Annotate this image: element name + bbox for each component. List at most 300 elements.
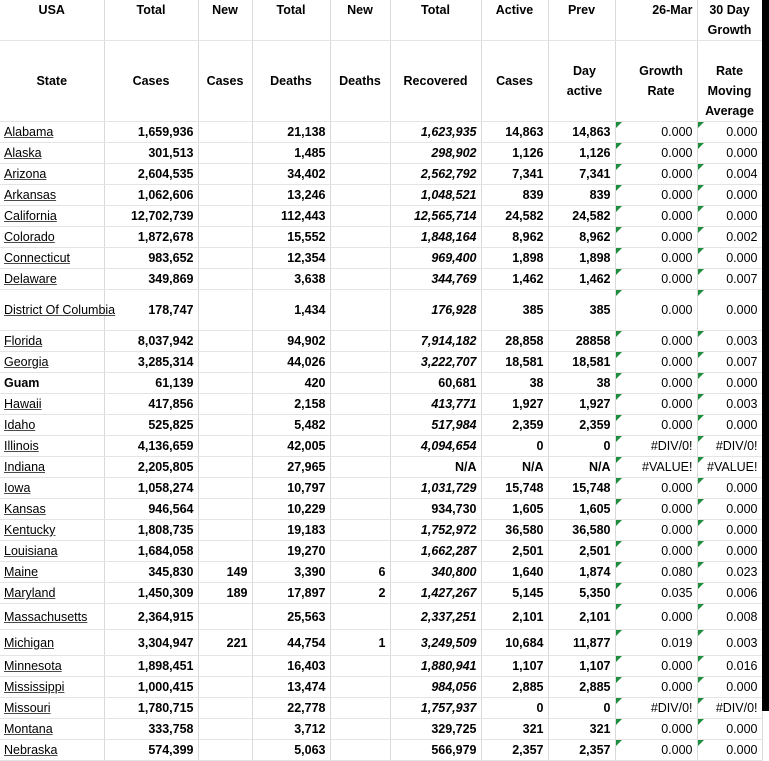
state-name-cell[interactable]: Indiana [0, 457, 104, 478]
cell-recovered[interactable]: 1,880,941 [390, 656, 481, 677]
cell-new-deaths[interactable]: 6 [330, 562, 390, 583]
cell-active[interactable]: 15,748 [481, 478, 548, 499]
cell-prev-active[interactable]: 839 [548, 185, 615, 206]
cell-growth[interactable]: 0.080 [615, 562, 697, 583]
cell-total-cases[interactable]: 3,285,314 [104, 352, 198, 373]
cell-total-cases[interactable]: 525,825 [104, 415, 198, 436]
cell-avg[interactable]: 0.003 [697, 331, 762, 352]
cell-growth[interactable]: 0.000 [615, 227, 697, 248]
cell-total-cases[interactable]: 1,000,415 [104, 677, 198, 698]
cell-recovered[interactable]: 1,623,935 [390, 122, 481, 143]
cell-growth[interactable]: 0.000 [615, 331, 697, 352]
cell-new-cases[interactable] [198, 698, 252, 719]
cell-active[interactable]: 2,359 [481, 415, 548, 436]
cell-recovered[interactable]: 60,681 [390, 373, 481, 394]
cell-active[interactable]: 8,962 [481, 227, 548, 248]
cell-total-cases[interactable]: 1,780,715 [104, 698, 198, 719]
cell-active[interactable]: 28,858 [481, 331, 548, 352]
cell-total-deaths[interactable]: 1,434 [252, 290, 330, 331]
cell-active[interactable]: 36,580 [481, 520, 548, 541]
header-cell[interactable]: Cases [198, 41, 252, 122]
cell-new-cases[interactable] [198, 541, 252, 562]
cell-growth[interactable]: 0.000 [615, 604, 697, 630]
cell-new-cases[interactable] [198, 248, 252, 269]
cell-growth[interactable]: 0.000 [615, 520, 697, 541]
cell-new-cases[interactable] [198, 740, 252, 761]
cell-prev-active[interactable]: 14,863 [548, 122, 615, 143]
cell-new-cases[interactable] [198, 656, 252, 677]
cell-active[interactable]: 10,684 [481, 630, 548, 656]
cell-recovered[interactable]: 7,914,182 [390, 331, 481, 352]
cell-prev-active[interactable]: 1,462 [548, 269, 615, 290]
cell-new-cases[interactable] [198, 499, 252, 520]
cell-total-cases[interactable]: 1,872,678 [104, 227, 198, 248]
cell-total-deaths[interactable]: 5,482 [252, 415, 330, 436]
cell-total-deaths[interactable]: 13,246 [252, 185, 330, 206]
cell-growth[interactable]: 0.000 [615, 185, 697, 206]
cell-recovered[interactable]: 3,249,509 [390, 630, 481, 656]
cell-active[interactable]: 24,582 [481, 206, 548, 227]
cell-total-cases[interactable]: 3,304,947 [104, 630, 198, 656]
cell-total-cases[interactable]: 1,898,451 [104, 656, 198, 677]
cell-new-cases[interactable] [198, 520, 252, 541]
cell-recovered[interactable]: 2,337,251 [390, 604, 481, 630]
cell-growth[interactable]: 0.000 [615, 164, 697, 185]
cell-active[interactable]: 18,581 [481, 352, 548, 373]
cell-recovered[interactable]: 934,730 [390, 499, 481, 520]
cell-new-cases[interactable] [198, 373, 252, 394]
cell-prev-active[interactable]: 5,350 [548, 583, 615, 604]
cell-new-deaths[interactable] [330, 499, 390, 520]
cell-new-cases[interactable]: 189 [198, 583, 252, 604]
cell-active[interactable]: 321 [481, 719, 548, 740]
cell-total-deaths[interactable]: 25,563 [252, 604, 330, 630]
state-name-cell[interactable]: Florida [0, 331, 104, 352]
cell-recovered[interactable]: 969,400 [390, 248, 481, 269]
cell-new-cases[interactable] [198, 227, 252, 248]
cell-new-cases[interactable] [198, 478, 252, 499]
header-cell[interactable]: 26-Mar [615, 0, 697, 41]
cell-avg[interactable]: 0.006 [697, 583, 762, 604]
cell-active[interactable]: 0 [481, 698, 548, 719]
cell-new-cases[interactable] [198, 394, 252, 415]
cell-recovered[interactable]: 329,725 [390, 719, 481, 740]
cell-prev-active[interactable]: 1,605 [548, 499, 615, 520]
cell-growth[interactable]: #DIV/0! [615, 698, 697, 719]
cell-growth[interactable]: 0.000 [615, 373, 697, 394]
header-cell[interactable]: Deaths [330, 41, 390, 122]
cell-total-cases[interactable]: 8,037,942 [104, 331, 198, 352]
cell-total-deaths[interactable]: 10,797 [252, 478, 330, 499]
cell-prev-active[interactable]: 1,898 [548, 248, 615, 269]
cell-recovered[interactable]: 566,979 [390, 740, 481, 761]
cell-total-deaths[interactable]: 19,270 [252, 541, 330, 562]
cell-total-cases[interactable]: 1,062,606 [104, 185, 198, 206]
state-name-cell[interactable]: Mississippi [0, 677, 104, 698]
state-name-cell[interactable]: Colorado [0, 227, 104, 248]
cell-total-cases[interactable]: 178,747 [104, 290, 198, 331]
cell-avg[interactable]: 0.007 [697, 352, 762, 373]
cell-prev-active[interactable]: 15,748 [548, 478, 615, 499]
cell-total-deaths[interactable]: 44,026 [252, 352, 330, 373]
cell-new-cases[interactable] [198, 185, 252, 206]
cell-recovered[interactable]: 298,902 [390, 143, 481, 164]
state-name-cell[interactable]: Kansas [0, 499, 104, 520]
cell-avg[interactable]: 0.004 [697, 164, 762, 185]
cell-prev-active[interactable]: 11,877 [548, 630, 615, 656]
cell-prev-active[interactable]: 0 [548, 698, 615, 719]
cell-prev-active[interactable]: 321 [548, 719, 615, 740]
cell-prev-active[interactable]: 2,885 [548, 677, 615, 698]
cell-avg[interactable]: 0.000 [697, 520, 762, 541]
header-cell[interactable]: Total [252, 0, 330, 41]
cell-avg[interactable]: 0.008 [697, 604, 762, 630]
cell-total-cases[interactable]: 12,702,739 [104, 206, 198, 227]
cell-new-deaths[interactable] [330, 122, 390, 143]
cell-active[interactable]: 1,462 [481, 269, 548, 290]
cell-active[interactable]: 1,605 [481, 499, 548, 520]
cell-total-deaths[interactable]: 112,443 [252, 206, 330, 227]
cell-growth[interactable]: 0.000 [615, 248, 697, 269]
cell-new-cases[interactable] [198, 269, 252, 290]
cell-total-cases[interactable]: 1,684,058 [104, 541, 198, 562]
cell-new-deaths[interactable] [330, 206, 390, 227]
cell-new-cases[interactable] [198, 719, 252, 740]
cell-new-deaths[interactable] [330, 185, 390, 206]
cell-total-cases[interactable]: 301,513 [104, 143, 198, 164]
cell-new-deaths[interactable] [330, 415, 390, 436]
cell-growth[interactable]: 0.000 [615, 415, 697, 436]
header-cell[interactable]: 30 Day Growth [697, 0, 762, 41]
cell-new-deaths[interactable] [330, 227, 390, 248]
state-name-cell[interactable]: Nebraska [0, 740, 104, 761]
cell-growth[interactable]: 0.000 [615, 394, 697, 415]
cell-new-deaths[interactable] [330, 698, 390, 719]
cell-avg[interactable]: 0.000 [697, 740, 762, 761]
header-cell[interactable]: Recovered [390, 41, 481, 122]
cell-growth[interactable]: 0.000 [615, 206, 697, 227]
cell-growth[interactable]: 0.000 [615, 352, 697, 373]
state-name-cell[interactable]: Maine [0, 562, 104, 583]
cell-growth[interactable]: 0.000 [615, 740, 697, 761]
cell-active[interactable]: 1,898 [481, 248, 548, 269]
header-cell[interactable]: State [0, 41, 104, 122]
cell-new-deaths[interactable] [330, 164, 390, 185]
cell-total-deaths[interactable]: 5,063 [252, 740, 330, 761]
cell-new-cases[interactable] [198, 415, 252, 436]
cell-new-deaths[interactable] [330, 331, 390, 352]
cell-total-cases[interactable]: 345,830 [104, 562, 198, 583]
cell-new-cases[interactable] [198, 457, 252, 478]
cell-prev-active[interactable]: 2,357 [548, 740, 615, 761]
cell-prev-active[interactable]: 36,580 [548, 520, 615, 541]
state-name-cell[interactable]: Montana [0, 719, 104, 740]
cell-total-cases[interactable]: 417,856 [104, 394, 198, 415]
cell-new-deaths[interactable]: 2 [330, 583, 390, 604]
cell-growth[interactable]: 0.000 [615, 290, 697, 331]
cell-active[interactable]: 839 [481, 185, 548, 206]
state-name-cell[interactable]: Arkansas [0, 185, 104, 206]
cell-avg[interactable]: 0.007 [697, 269, 762, 290]
cell-total-cases[interactable]: 1,808,735 [104, 520, 198, 541]
cell-prev-active[interactable]: 28858 [548, 331, 615, 352]
cell-new-deaths[interactable] [330, 143, 390, 164]
cell-prev-active[interactable]: 2,101 [548, 604, 615, 630]
state-name-cell[interactable]: California [0, 206, 104, 227]
cell-recovered[interactable]: 344,769 [390, 269, 481, 290]
cell-growth[interactable]: 0.000 [615, 499, 697, 520]
cell-active[interactable]: 1,126 [481, 143, 548, 164]
cell-prev-active[interactable]: 8,962 [548, 227, 615, 248]
cell-avg[interactable]: 0.000 [697, 248, 762, 269]
cell-recovered[interactable]: 1,757,937 [390, 698, 481, 719]
cell-total-deaths[interactable]: 16,403 [252, 656, 330, 677]
cell-recovered[interactable]: 517,984 [390, 415, 481, 436]
cell-avg[interactable]: #DIV/0! [697, 436, 762, 457]
header-cell[interactable]: Total [390, 0, 481, 41]
cell-new-deaths[interactable] [330, 457, 390, 478]
cell-total-deaths[interactable]: 10,229 [252, 499, 330, 520]
cell-active[interactable]: 1,107 [481, 656, 548, 677]
cell-new-deaths[interactable] [330, 373, 390, 394]
state-name-cell[interactable]: Illinois [0, 436, 104, 457]
cell-new-deaths[interactable] [330, 269, 390, 290]
cell-growth[interactable]: 0.019 [615, 630, 697, 656]
cell-prev-active[interactable]: 385 [548, 290, 615, 331]
cell-new-cases[interactable] [198, 206, 252, 227]
cell-total-deaths[interactable]: 42,005 [252, 436, 330, 457]
cell-total-deaths[interactable]: 44,754 [252, 630, 330, 656]
state-name-cell[interactable]: Alabama [0, 122, 104, 143]
cell-new-cases[interactable] [198, 164, 252, 185]
cell-total-deaths[interactable]: 22,778 [252, 698, 330, 719]
cell-new-deaths[interactable] [330, 541, 390, 562]
cell-total-deaths[interactable]: 3,390 [252, 562, 330, 583]
cell-new-deaths[interactable] [330, 352, 390, 373]
cell-prev-active[interactable]: 18,581 [548, 352, 615, 373]
cell-recovered[interactable]: 1,662,287 [390, 541, 481, 562]
cell-total-deaths[interactable]: 3,712 [252, 719, 330, 740]
cell-new-deaths[interactable] [330, 478, 390, 499]
cell-new-deaths[interactable] [330, 290, 390, 331]
cell-avg[interactable]: 0.000 [697, 499, 762, 520]
cell-new-cases[interactable] [198, 604, 252, 630]
cell-prev-active[interactable]: 7,341 [548, 164, 615, 185]
state-name-cell[interactable]: Louisiana [0, 541, 104, 562]
cell-growth[interactable]: 0.000 [615, 478, 697, 499]
cell-prev-active[interactable]: 1,874 [548, 562, 615, 583]
cell-total-deaths[interactable]: 27,965 [252, 457, 330, 478]
cell-growth[interactable]: 0.000 [615, 656, 697, 677]
header-cell[interactable]: Prev [548, 0, 615, 41]
cell-active[interactable]: 14,863 [481, 122, 548, 143]
cell-total-cases[interactable]: 2,364,915 [104, 604, 198, 630]
cell-new-cases[interactable] [198, 677, 252, 698]
cell-active[interactable]: 385 [481, 290, 548, 331]
cell-growth[interactable]: 0.000 [615, 719, 697, 740]
cell-new-deaths[interactable] [330, 604, 390, 630]
cell-active[interactable]: 2,101 [481, 604, 548, 630]
header-cell[interactable]: Day active [548, 41, 615, 122]
header-cell[interactable]: USA [0, 0, 104, 41]
cell-total-cases[interactable]: 4,136,659 [104, 436, 198, 457]
cell-avg[interactable]: 0.000 [697, 373, 762, 394]
cell-prev-active[interactable]: 38 [548, 373, 615, 394]
state-name-cell[interactable]: Guam [0, 373, 104, 394]
cell-recovered[interactable]: 1,848,164 [390, 227, 481, 248]
cell-recovered[interactable]: 12,565,714 [390, 206, 481, 227]
cell-growth[interactable]: #VALUE! [615, 457, 697, 478]
header-cell[interactable]: Cases [104, 41, 198, 122]
state-name-cell[interactable]: Arizona [0, 164, 104, 185]
cell-active[interactable]: N/A [481, 457, 548, 478]
state-name-cell[interactable]: Minnesota [0, 656, 104, 677]
cell-total-deaths[interactable]: 15,552 [252, 227, 330, 248]
cell-avg[interactable]: 0.003 [697, 394, 762, 415]
cell-growth[interactable]: 0.000 [615, 541, 697, 562]
cell-active[interactable]: 2,501 [481, 541, 548, 562]
cell-prev-active[interactable]: 24,582 [548, 206, 615, 227]
cell-prev-active[interactable]: N/A [548, 457, 615, 478]
cell-avg[interactable]: 0.000 [697, 478, 762, 499]
cell-active[interactable]: 2,357 [481, 740, 548, 761]
cell-recovered[interactable]: 176,928 [390, 290, 481, 331]
cell-avg[interactable]: 0.000 [697, 185, 762, 206]
cell-total-cases[interactable]: 1,450,309 [104, 583, 198, 604]
cell-active[interactable]: 2,885 [481, 677, 548, 698]
cell-growth[interactable]: 0.035 [615, 583, 697, 604]
cell-prev-active[interactable]: 1,927 [548, 394, 615, 415]
cell-recovered[interactable]: 4,094,654 [390, 436, 481, 457]
state-name-cell[interactable]: Iowa [0, 478, 104, 499]
cell-avg[interactable]: 0.023 [697, 562, 762, 583]
header-cell[interactable]: Growth Rate [615, 41, 697, 122]
cell-recovered[interactable]: 1,048,521 [390, 185, 481, 206]
cell-total-deaths[interactable]: 94,902 [252, 331, 330, 352]
cell-growth[interactable]: 0.000 [615, 143, 697, 164]
cell-total-cases[interactable]: 574,399 [104, 740, 198, 761]
cell-prev-active[interactable]: 1,107 [548, 656, 615, 677]
cell-new-deaths[interactable]: 1 [330, 630, 390, 656]
cell-avg[interactable]: 0.000 [697, 206, 762, 227]
state-name-cell[interactable]: Delaware [0, 269, 104, 290]
cell-growth[interactable]: 0.000 [615, 122, 697, 143]
cell-recovered[interactable]: 1,752,972 [390, 520, 481, 541]
cell-growth[interactable]: 0.000 [615, 677, 697, 698]
state-name-cell[interactable]: Massachusetts [0, 604, 104, 630]
cell-total-deaths[interactable]: 3,638 [252, 269, 330, 290]
cell-avg[interactable]: 0.016 [697, 656, 762, 677]
cell-new-cases[interactable]: 149 [198, 562, 252, 583]
cell-active[interactable]: 5,145 [481, 583, 548, 604]
cell-new-cases[interactable] [198, 122, 252, 143]
cell-recovered[interactable]: 340,800 [390, 562, 481, 583]
state-name-cell[interactable]: District Of Columbia [0, 290, 104, 331]
cell-new-deaths[interactable] [330, 248, 390, 269]
cell-total-cases[interactable]: 61,139 [104, 373, 198, 394]
cell-total-deaths[interactable]: 13,474 [252, 677, 330, 698]
cell-new-deaths[interactable] [330, 520, 390, 541]
cell-growth[interactable]: #DIV/0! [615, 436, 697, 457]
cell-avg[interactable]: 0.000 [697, 143, 762, 164]
cell-total-deaths[interactable]: 19,183 [252, 520, 330, 541]
cell-active[interactable]: 38 [481, 373, 548, 394]
cell-recovered[interactable]: 1,031,729 [390, 478, 481, 499]
header-cell[interactable]: New [198, 0, 252, 41]
state-name-cell[interactable]: Kentucky [0, 520, 104, 541]
cell-total-cases[interactable]: 1,058,274 [104, 478, 198, 499]
cell-avg[interactable]: 0.002 [697, 227, 762, 248]
cell-total-cases[interactable]: 333,758 [104, 719, 198, 740]
header-cell[interactable]: New [330, 0, 390, 41]
cell-active[interactable]: 1,927 [481, 394, 548, 415]
cell-new-deaths[interactable] [330, 436, 390, 457]
cell-new-deaths[interactable] [330, 677, 390, 698]
cell-new-cases[interactable] [198, 436, 252, 457]
cell-recovered[interactable]: 984,056 [390, 677, 481, 698]
state-name-cell[interactable]: Missouri [0, 698, 104, 719]
cell-growth[interactable]: 0.000 [615, 269, 697, 290]
cell-total-deaths[interactable]: 420 [252, 373, 330, 394]
cell-recovered[interactable]: 3,222,707 [390, 352, 481, 373]
cell-prev-active[interactable]: 2,359 [548, 415, 615, 436]
cell-avg[interactable]: 0.000 [697, 719, 762, 740]
header-cell[interactable]: Cases [481, 41, 548, 122]
cell-total-cases[interactable]: 349,869 [104, 269, 198, 290]
cell-active[interactable]: 0 [481, 436, 548, 457]
cell-new-cases[interactable] [198, 290, 252, 331]
cell-new-deaths[interactable] [330, 394, 390, 415]
cell-recovered[interactable]: N/A [390, 457, 481, 478]
cell-recovered[interactable]: 413,771 [390, 394, 481, 415]
cell-new-deaths[interactable] [330, 740, 390, 761]
cell-avg[interactable]: #VALUE! [697, 457, 762, 478]
cell-total-deaths[interactable]: 1,485 [252, 143, 330, 164]
header-cell[interactable]: Deaths [252, 41, 330, 122]
state-name-cell[interactable]: Idaho [0, 415, 104, 436]
state-name-cell[interactable]: Maryland [0, 583, 104, 604]
cell-total-cases[interactable]: 2,604,535 [104, 164, 198, 185]
state-name-cell[interactable]: Michigan [0, 630, 104, 656]
cell-new-cases[interactable] [198, 331, 252, 352]
state-name-cell[interactable]: Hawaii [0, 394, 104, 415]
cell-total-cases[interactable]: 983,652 [104, 248, 198, 269]
cell-prev-active[interactable]: 1,126 [548, 143, 615, 164]
cell-new-deaths[interactable] [330, 656, 390, 677]
cell-new-cases[interactable]: 221 [198, 630, 252, 656]
header-cell[interactable]: Rate Moving Average [697, 41, 762, 122]
cell-avg[interactable]: 0.003 [697, 630, 762, 656]
cell-avg[interactable]: #DIV/0! [697, 698, 762, 719]
cell-total-deaths[interactable]: 12,354 [252, 248, 330, 269]
state-name-cell[interactable]: Connecticut [0, 248, 104, 269]
cell-active[interactable]: 7,341 [481, 164, 548, 185]
cell-avg[interactable]: 0.000 [697, 290, 762, 331]
cell-recovered[interactable]: 2,562,792 [390, 164, 481, 185]
cell-total-cases[interactable]: 946,564 [104, 499, 198, 520]
cell-active[interactable]: 1,640 [481, 562, 548, 583]
cell-prev-active[interactable]: 0 [548, 436, 615, 457]
state-name-cell[interactable]: Alaska [0, 143, 104, 164]
cell-new-cases[interactable] [198, 143, 252, 164]
cell-total-deaths[interactable]: 2,158 [252, 394, 330, 415]
cell-avg[interactable]: 0.000 [697, 122, 762, 143]
cell-new-deaths[interactable] [330, 719, 390, 740]
cell-total-cases[interactable]: 1,659,936 [104, 122, 198, 143]
cell-recovered[interactable]: 1,427,267 [390, 583, 481, 604]
header-cell[interactable]: Active [481, 0, 548, 41]
cell-avg[interactable]: 0.000 [697, 415, 762, 436]
